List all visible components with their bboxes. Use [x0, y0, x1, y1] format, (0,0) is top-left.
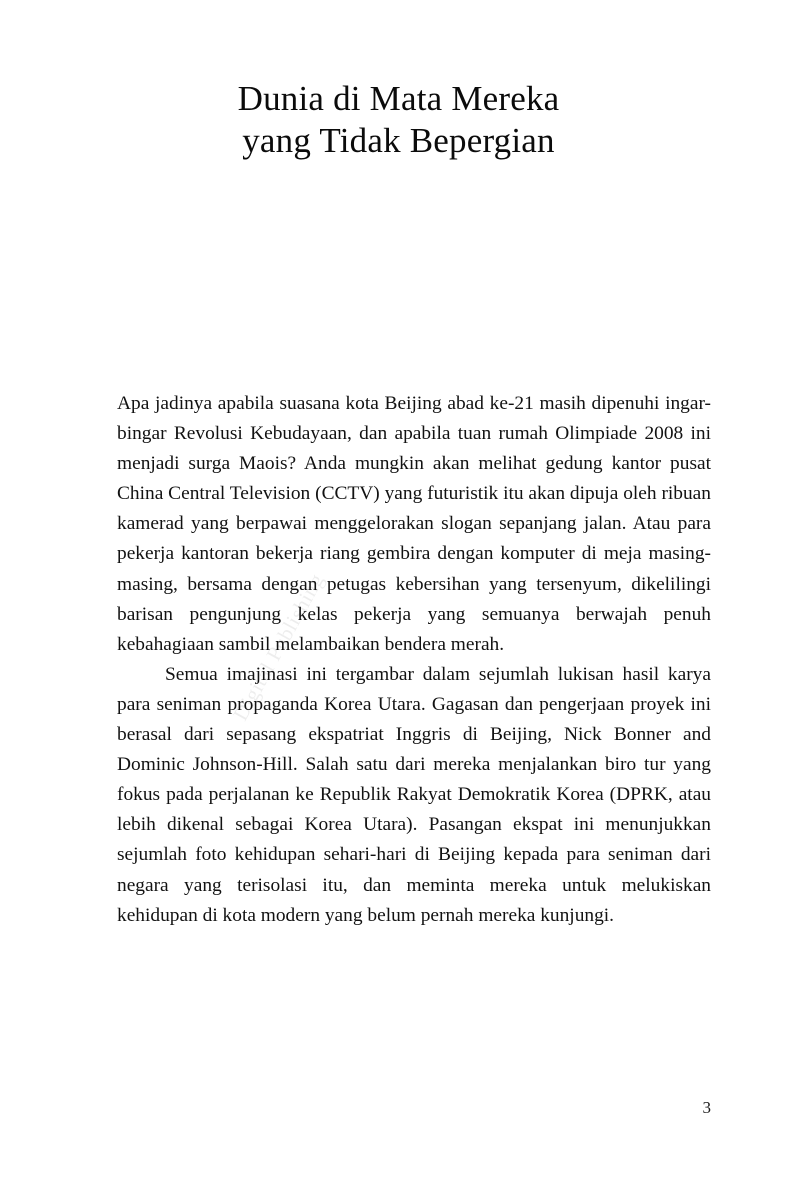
body-paragraph-2: Semua imajinasi ini tergambar dalam sejumlah lukisan hasil karya para seniman propaganda Korea Utara. Gagasan dan pengerjaan proyek ini berasal dari sepasang ekspatriat Inggris di Beijing, Nick Bonner and Dominic Johnson-Hill. Salah satu dari mereka menjalankan biro tur yang fokus pada perjalanan ke Republik Rakyat Demokratik Korea (DPRK, atau lebih dikenal sebagai Korea Utara). Pasangan ekspat ini menunjukkan sejumlah foto kehidupan sehari-hari di Beijing kepada para seniman dari negara yang terisolasi itu, dan meminta mereka untuk melukiskan kehidupan di kota modern yang belum pernah mereka kunjungi. [117, 663, 711, 926]
page-title-line-1: Dunia di Mata Mereka [237, 79, 560, 118]
page-title [0, 78, 797, 162]
page-title-line-2: yang Tidak Bepergian [242, 121, 555, 160]
body-paragraph-1: Apa jadinya apabila suasana kota Beijing abad ke-21 masih dipenuhi ingar-bingar Revolusi Kebudayaan, dan apabila tuan rumah Olimpiade 2008 ini menjadi surga Maois? Anda mungkin akan melihat gedung kantor pusat China Central Television (CCTV) yang futuristik itu akan dipuja oleh ribuan kamerad yang berpawai menggelorakan slogan sepanjang jalan. Atau para pekerja kantoran bekerja riang gembira dengan komputer di meja masing-masing, bersama dengan petugas kebersihan yang tersenyum, dikelilingi barisan pengunjung kelas pekerja yang semuanya berwajah penuh kebahagiaan sambil melambaikan bendera merah. [117, 393, 711, 655]
page-number: 3 [702, 1098, 711, 1117]
body-text [117, 389, 711, 931]
watermark-text: Digital Publishing [228, 569, 329, 725]
